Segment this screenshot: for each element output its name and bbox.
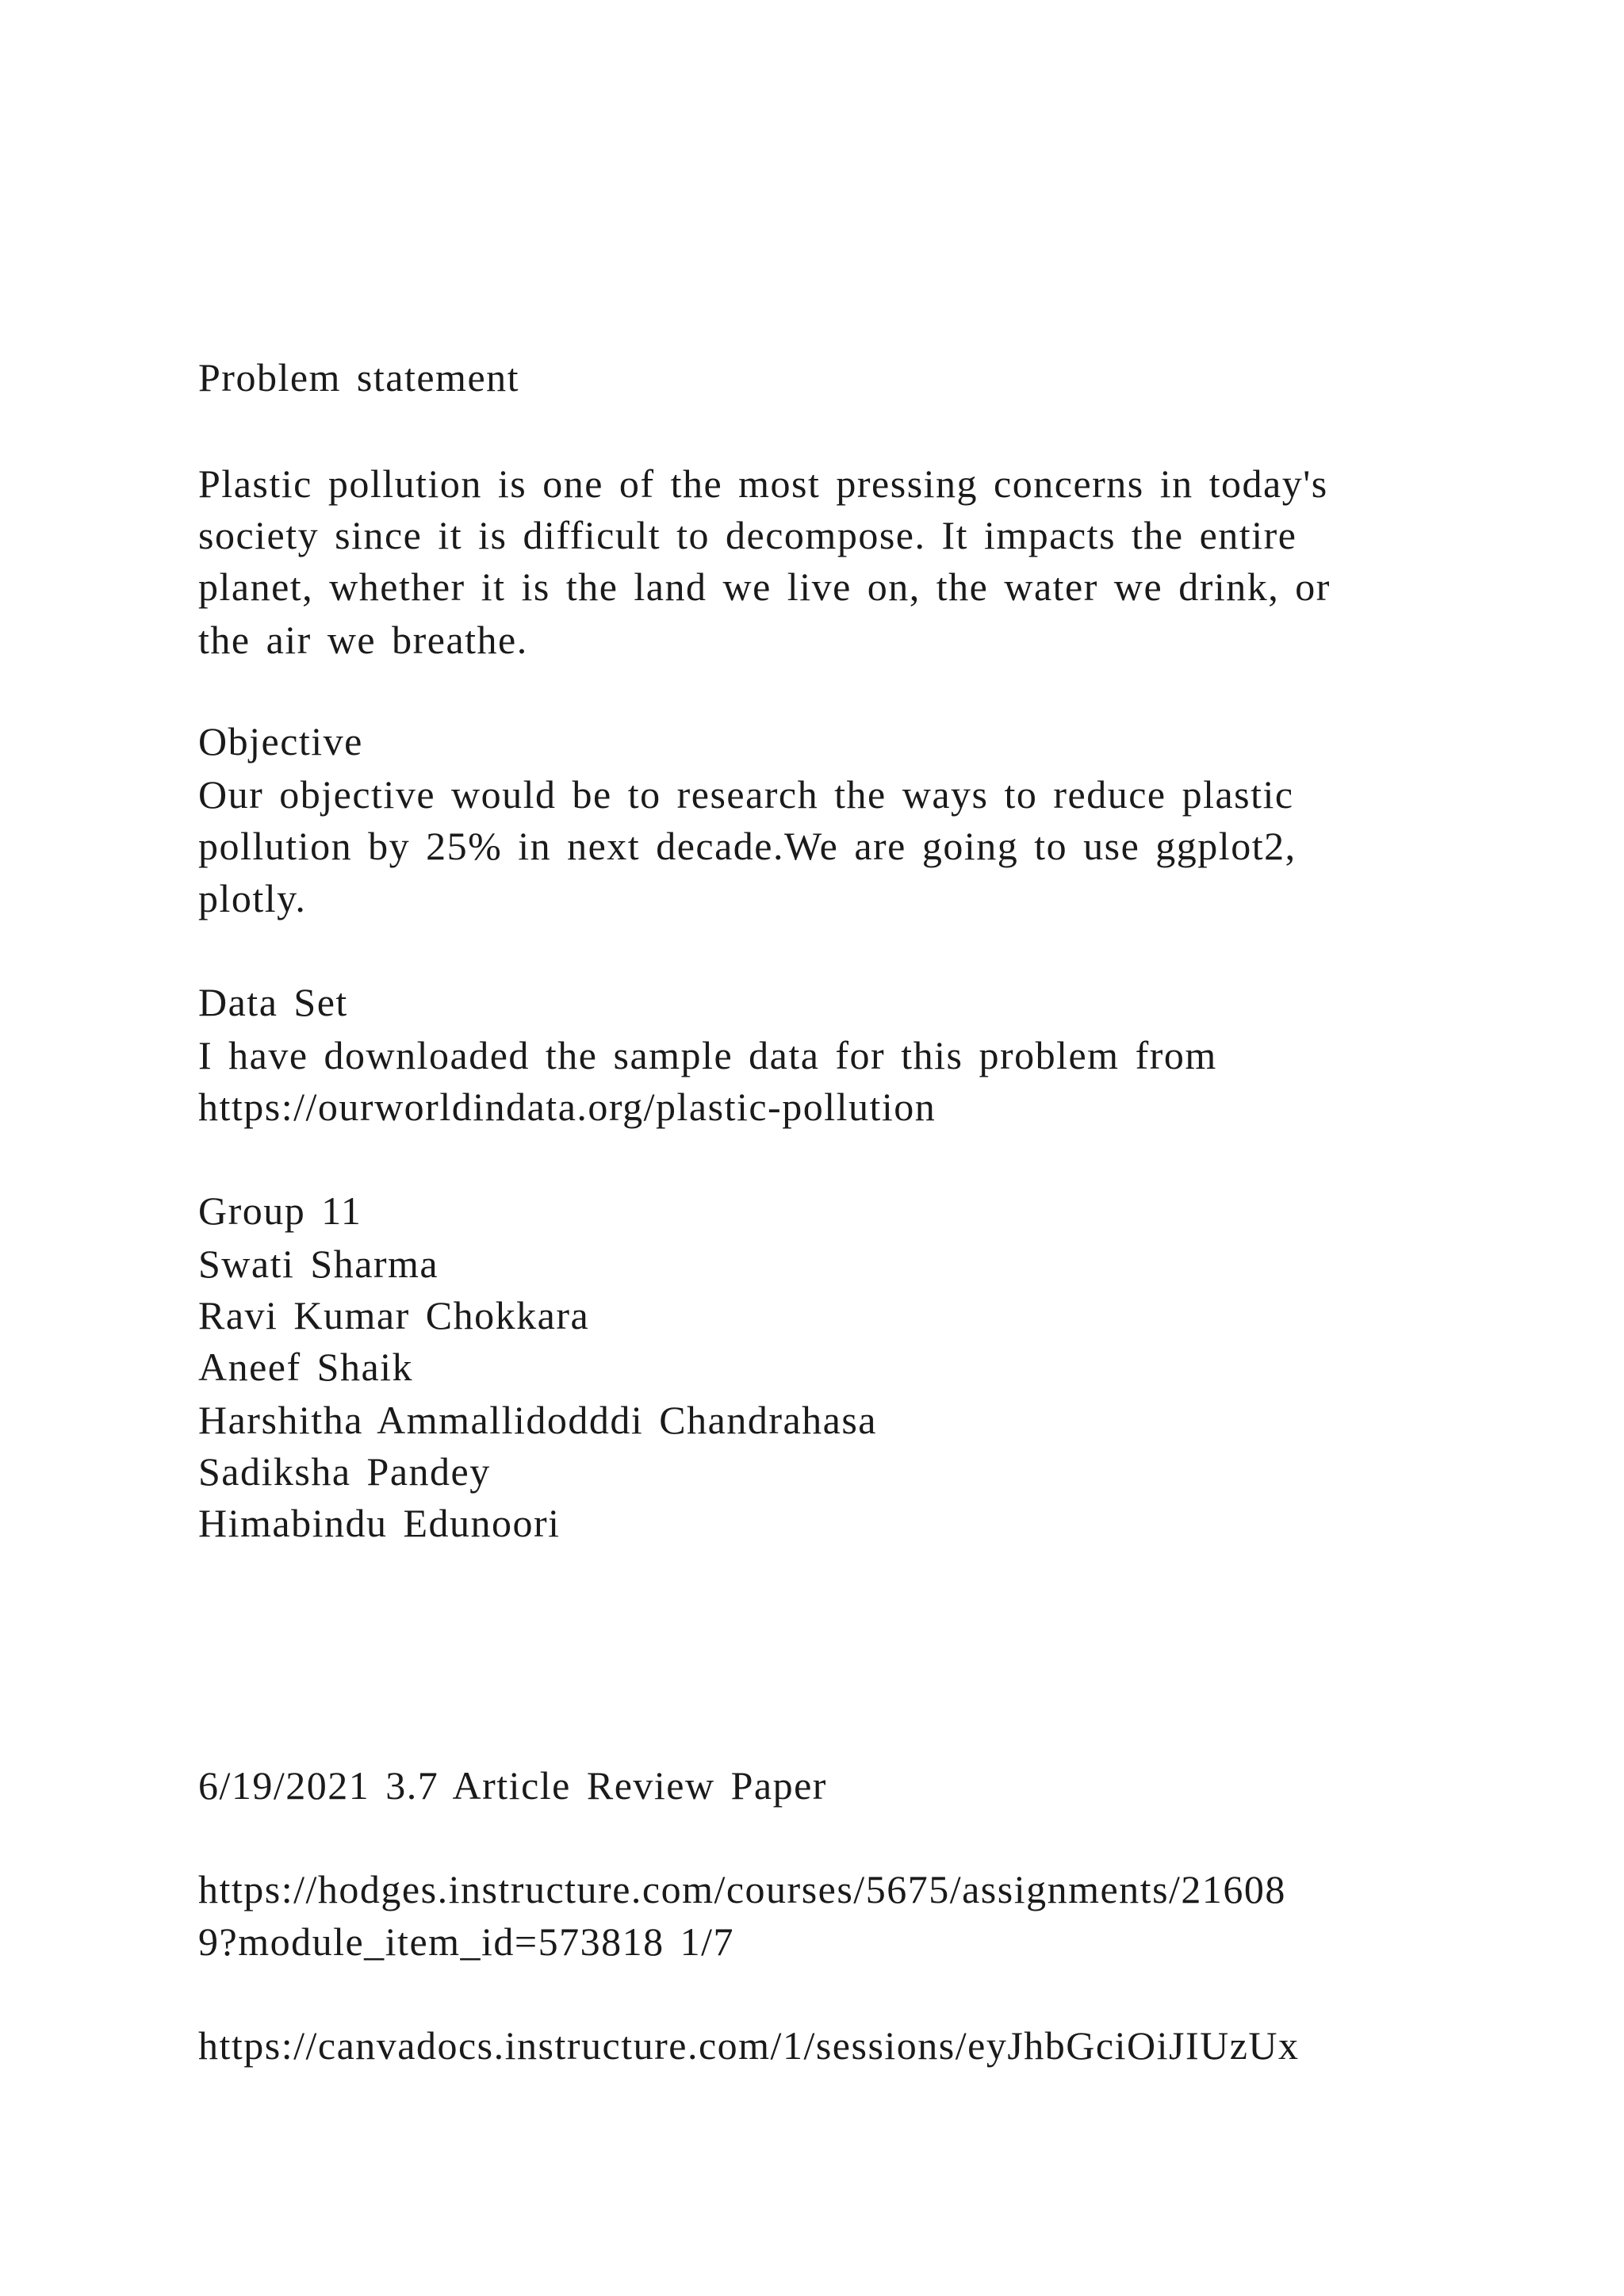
group-member: Swati Sharma (198, 1242, 439, 1286)
problem-heading: Problem statement (198, 355, 520, 400)
group-heading: Group 11 (198, 1188, 362, 1233)
group-member: Himabindu Edunoori (198, 1501, 561, 1545)
objective-line: plotly. (198, 876, 307, 920)
problem-line: Plastic pollution is one of the most pressing concerns in today's (198, 461, 1328, 506)
dataset-url: https://ourworldindata.org/plastic-pollution (198, 1085, 936, 1129)
print-url-line: 9?module_item_id=573818 1/7 (198, 1919, 735, 1964)
problem-line: the air we breathe. (198, 618, 528, 662)
dataset-line: I have downloaded the sample data for this problem from (198, 1033, 1217, 1077)
group-member: Harshitha Ammallidodddi Chandrahasa (198, 1398, 878, 1442)
objective-line: pollution by 25% in next decade.We are going to use ggplot2, (198, 824, 1297, 868)
print-date-title: 6/19/2021 3.7 Article Review Paper (198, 1763, 827, 1808)
objective-heading: Objective (198, 719, 363, 763)
print-url-line: https://hodges.instructure.com/courses/5675/assignments/21608 (198, 1867, 1286, 1911)
problem-line: planet, whether it is the land we live on, the water we drink, or (198, 564, 1331, 609)
problem-line: society since it is difficult to decompose. It impacts the entire (198, 513, 1297, 557)
dataset-heading: Data Set (198, 980, 348, 1024)
canvas-url: https://canvadocs.instructure.com/1/sessions/eyJhbGciOiJIUzUx (198, 2023, 1300, 2068)
objective-line: Our objective would be to research the ways to reduce plastic (198, 772, 1294, 817)
group-member: Aneef Shaik (198, 1345, 414, 1389)
group-member: Ravi Kumar Chokkara (198, 1293, 590, 1337)
group-member: Sadiksha Pandey (198, 1449, 491, 1494)
